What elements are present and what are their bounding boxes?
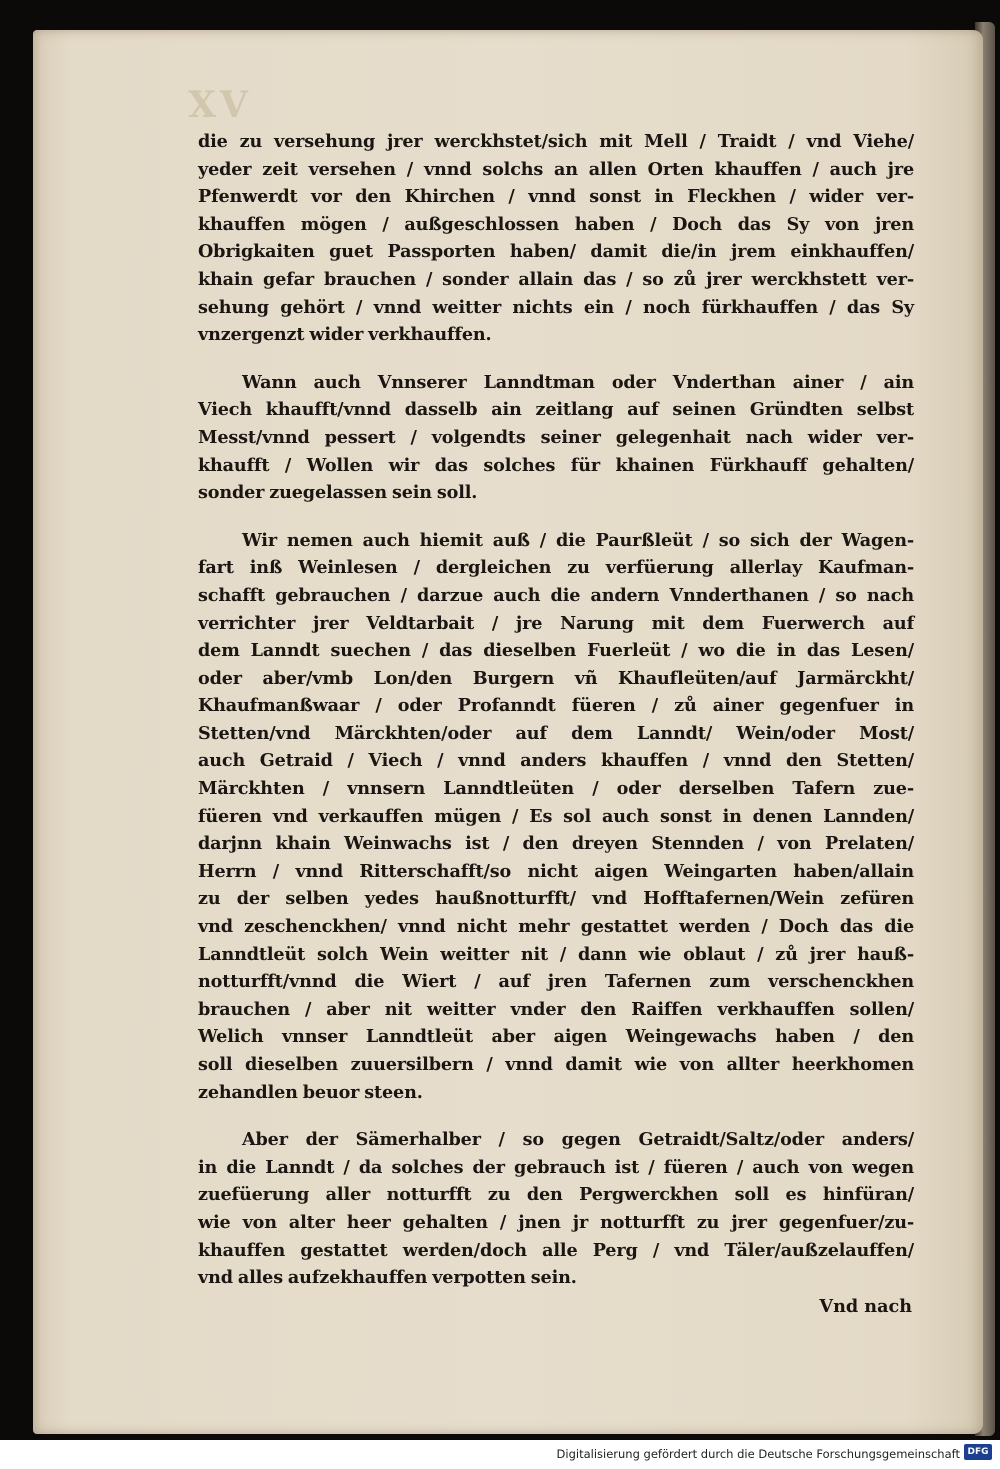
- text-block: [198, 128, 914, 1292]
- text-line: dem Lanndt suechen / das dieselben Fuerleüt / wo die in das Lesen/: [198, 640, 914, 662]
- text-line: zuefüerung aller notturfft zu den Pergwerckhen soll es hinfüran/: [198, 1184, 914, 1206]
- text-line: verrichter jrer Veldtarbait / jre Narung mit dem Fuerwerch auf: [198, 612, 914, 634]
- paragraph: [198, 369, 914, 507]
- text-line: brauchen / aber nit weitter vnder den Raiffen verkhauffen sollen/: [198, 998, 914, 1020]
- text-line: zehandlen beuor steen.: [198, 1081, 423, 1103]
- text-line: Messt/vnnd pessert / volgendts seiner gelegenhait nach wider ver-: [198, 426, 914, 448]
- text-line: schafft gebrauchen / darzue auch die andern Vnnderthanen / so nach: [198, 584, 914, 606]
- text-line: Herrn / vnnd Ritterschafft/so nicht aigen Weingarten haben/allain: [198, 860, 914, 882]
- text-line: Welich vnnser Lanndtleüt aber aigen Weingewachs haben / den: [198, 1026, 914, 1048]
- text-line: in die Lanndt / da solches der gebrauch ist / füeren / auch von wegen: [198, 1156, 914, 1178]
- text-line: Khaufmanßwaar / oder Profanndt füeren / zů ainer gegenfuer in: [198, 695, 914, 717]
- text-line: khain gefar brauchen / sonder allain das / so zů jrer werckhstett ver-: [198, 268, 914, 290]
- text-line: Wann auch Vnnserer Lanndtman oder Vnderthan ainer / ain: [242, 371, 914, 393]
- text-line: die zu versehung jrer werckhstet/sich mit Mell / Traidt / vnd Viehe/: [198, 131, 914, 152]
- paragraph: [198, 527, 914, 1106]
- text-line: füeren vnd verkauffen mügen / Es sol auch sonst in denen Lannden/: [198, 805, 914, 827]
- text-line: darjnn khain Weinwachs ist / den dreyen Stennden / von Prelaten/: [198, 833, 914, 855]
- running-head: XV: [188, 84, 252, 126]
- text-line: wie von alter heer gehalten / jnen jr notturfft zu jrer gegenfuer/zu-: [198, 1211, 914, 1233]
- text-line: Märckhten / vnnsern Lanndtleüten / oder derselben Tafern zue-: [198, 778, 914, 800]
- text-line: vnd zeschenckhen/ vnnd nicht mehr gestattet werden / Doch das die: [198, 916, 914, 938]
- text-line: Pfenwerdt vor den Khirchen / vnnd sonst in Fleckhen / wider ver-: [198, 186, 914, 208]
- paragraph: [198, 128, 914, 349]
- footer-credit: Digitalisierung gefördert durch die Deutsche Forschungsgemeinschaft: [556, 1447, 960, 1461]
- catchword: Vnd nach: [819, 1296, 912, 1317]
- text-line: Obrigkaiten guet Passporten haben/ damit die/in jrem einkhauffen/: [198, 241, 914, 263]
- text-line: khaufft / Wollen wir das solches für khainen Fürkhauff gehalten/: [198, 454, 914, 476]
- text-line: yeder zeit versehen / vnnd solchs an allen Orten khauffen / auch jre: [198, 158, 914, 180]
- dfg-logo: DFG: [964, 1444, 992, 1460]
- paragraph: [198, 1126, 914, 1292]
- text-line: Stetten/vnd Märckhten/oder auf dem Lanndt/ Wein/oder Most/: [198, 722, 914, 744]
- text-line: vnd alles aufzekhauffen verpotten sein.: [198, 1267, 577, 1289]
- text-line: sehung gehört / vnnd weitter nichts ein / noch fürkhauffen / das Sy: [198, 296, 914, 318]
- text-line: notturfft/vnnd die Wiert / auf jren Tafernen zum verschenckhen: [198, 971, 914, 993]
- text-line: khauffen gestattet werden/doch alle Perg / vnd Täler/außzelauffen/: [198, 1239, 914, 1261]
- text-line: oder aber/vmb Lon/den Burgern vñ Khaufleüten/auf Jarmärckht/: [198, 667, 914, 689]
- text-line: Lanndtleüt solch Wein weitter nit / dann wie oblaut / zů jrer hauß-: [198, 943, 914, 965]
- text-line: auch Getraid / Viech / vnnd anders khauffen / vnnd den Stetten/: [198, 750, 914, 772]
- text-line: sonder zuegelassen sein soll.: [198, 482, 478, 504]
- text-line: Viech khaufft/vnnd dasselb ain zeitlang auf seinen Gründten selbst: [198, 399, 914, 421]
- text-line: Wir nemen auch hiemit auß / die Paurßleüt / so sich der Wagen-: [242, 529, 914, 551]
- text-line: fart inß Weinlesen / dergleichen zu verfüerung allerlay Kaufman-: [198, 557, 914, 579]
- text-line: soll dieselben zuuersilbern / vnnd damit wie von allter heerkhomen: [198, 1054, 914, 1075]
- text-line: Aber der Sämerhalber / so gegen Getraidt/Saltz/oder anders/: [242, 1129, 914, 1151]
- text-line: khauffen mögen / außgeschlossen haben / Doch das Sy von jren: [198, 213, 914, 235]
- text-line: vnzergenzt wider verkhauffen.: [198, 324, 492, 346]
- text-line: zu der selben yedes haußnotturfft/ vnd Hofftafernen/Wein zefüren: [198, 888, 914, 910]
